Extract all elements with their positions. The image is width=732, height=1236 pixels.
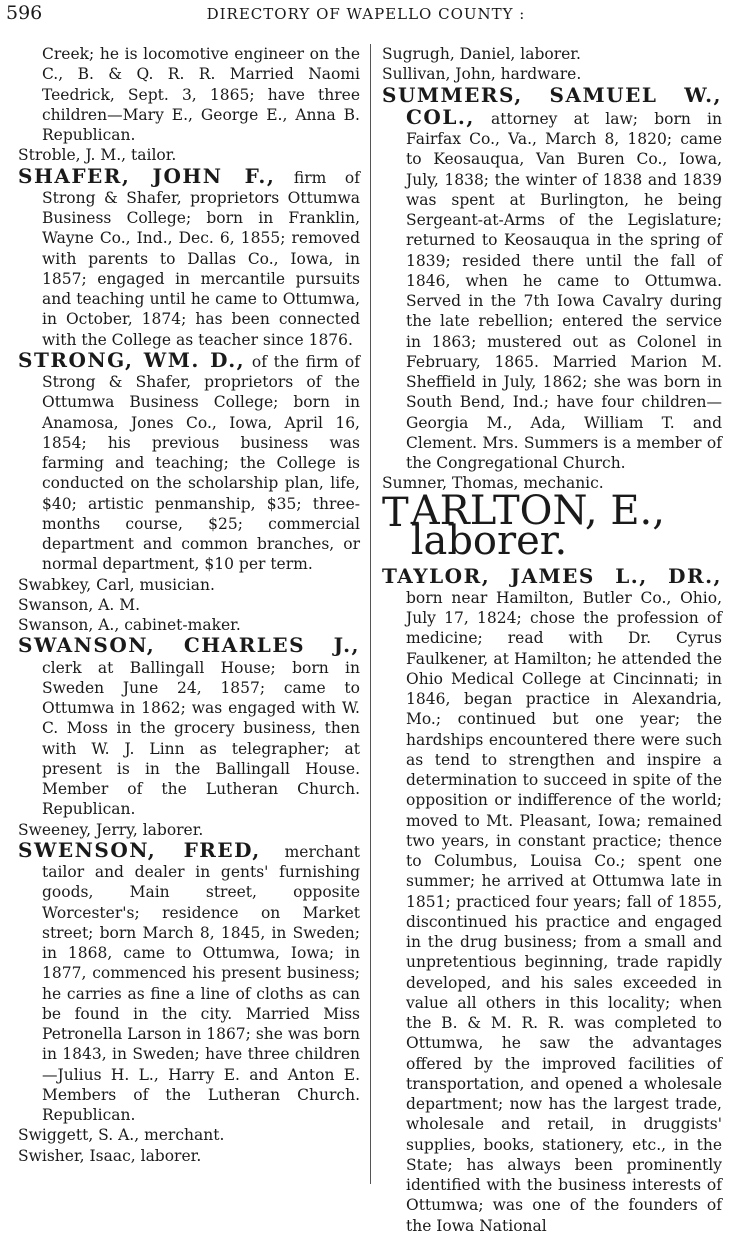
entry-name: SHAFER, JOHN F., — [18, 163, 276, 188]
entry-text: clerk at Ballingall House; born in Sweden June 24, 1857; came to Ottumwa in 1862; was engaged with W. C. Moss in the grocery business, then with W. J. Linn as telegrapher; at present is in the Ballingall House. Member of the Lutheran Church. Republican. — [42, 658, 360, 819]
directory-entry — [382, 64, 722, 84]
directory-entry — [382, 473, 722, 493]
entry-text: Swanson, A., cabinet-maker. — [18, 616, 241, 634]
directory-entry — [382, 487, 720, 564]
column-divider — [370, 44, 371, 1184]
directory-entry — [18, 820, 360, 840]
entry-text: Swiggett, S. A., merchant. — [18, 1126, 225, 1145]
directory-entry — [18, 595, 360, 615]
page-header — [6, 2, 726, 30]
running-title: DIRECTORY OF WAPELLO COUNTY : — [206, 5, 526, 23]
entry-text: Sullivan, John, hardware. — [382, 65, 582, 84]
biography-entry — [382, 82, 722, 474]
entry-text: attorney at law; born in Fairfax Co., Va., March 8, 1820; came to Keosauqua, Van Buren Co., Iowa, July, 1838; the winter of 1838 and 1839 was spent at Burlington, he being Sergeant-at-Arms of the Legislature; returned to Keosauqua in the spring of 1839; resided there until the fall of 1846, when he came to Ottumwa. Served in the 7th Iowa Cavalry during the late rebellion; entered the service in 1863; mustered out as Colonel in February, 1865. Married Marion M. Sheffield in July, 1862; she was born in South Bend, Ind.; have four children—Georgia M., Ada, William T. and Clement. Mrs. Summers is a member of the Congregational Church. — [406, 109, 722, 472]
entry-text: Swabkey, Carl, musician. — [18, 575, 215, 594]
entry-name: SWENSON, FRED, — [18, 837, 261, 862]
biography-entry — [18, 347, 360, 575]
right-column — [382, 44, 722, 1236]
left-column — [18, 44, 360, 1166]
entry-text: merchant tailor and dealer in gents' furnishing goods, Main street, opposite Worcester's; residence on Market street; born March 8, 1845, in Sweden; in 1868, came to Ottumwa, Iowa; in 1877, commenced his present business; he carries as fine a line of cloths as can be found in the city. Married Miss Petronella Larson in 1867; she was born in 1843, in Sweden; have three children—Julius H. L., Harry E. and Anton E. Members of the Lutheran Church. Republican. — [42, 842, 360, 1124]
biography-entry — [382, 563, 722, 1236]
entry-text: Sweeney, Jerry, laborer. — [18, 820, 204, 839]
entry-text: Swisher, Isaac, laborer. — [18, 1146, 202, 1165]
page-number: 596 — [6, 2, 43, 24]
directory-entry — [18, 615, 360, 635]
entry-text: born near Hamilton, Butler Co., Ohio, July 17, 1824; chose the profession of medicine; read with Dr. Cyrus Faulkener, at Hamilton; he attended the Ohio Medical College at Cincinnati; in 1846, began practice in Alexandria, Mo.; continued but one year; the hardships encountered there were such as tend to strengthen and inspire a determination to succeed in spite of the opposition or indifference of the world; moved to Mt. Pleasant, Iowa; remained two years, in constant practice; thence to Columbus, Louisa Co.; spent one summer; he arrived at Ottumwa late in 1851; practiced four years; fall of 1855, discontinued his practice and engaged in the drug business; from a small and unpretentious beginning, trade rapidly developed, and his sales exceeded in value all others in this locality; when the B. & M. R. R. was completed to Ottumwa, he saw the advantages offered by the improved facilities of transportation, and opened a wholesale department; now has the largest trade, wholesale and retail, in druggists' supplies, books, stationery, etc., in the State; has always been prominently identified with the business interests of Ottumwa; was one of the founders of the Iowa National — [406, 588, 722, 1235]
biography-entry — [18, 635, 360, 819]
directory-entry — [18, 1125, 360, 1145]
entry-text: Sugrugh, Daniel, laborer. — [382, 45, 581, 63]
directory-entry — [18, 1146, 360, 1166]
entry-text: Swanson, A. M. — [18, 595, 141, 614]
entry-text: Creek; he is locomotive engineer on the C., B. & Q. R. R. Married Naomi Teedrick, Sept. 3, 1865; have three children—Mary E., George E., Anna B. Republican. — [42, 45, 360, 144]
entry-name: SUMMERS, SAMUEL W., COL., — [382, 82, 722, 129]
entry-name: TAYLOR, JAMES L., DR., — [382, 563, 722, 588]
biography-entry — [18, 163, 360, 350]
entry-text: of the firm of Strong & Shafer, proprietors of the Ottumwa Business College; born in Anamosa, Jones Co., Iowa, April 16, 1854; his previous business was farming and teaching; the College is conducted on the scholarship plan, life, $40; artistic penmanship, $35; three-months course, $25; commercial department and common branches, or normal department, $10 per term. — [42, 352, 360, 574]
directory-entry — [382, 44, 722, 64]
entry-name: STRONG, WM. D., — [18, 347, 246, 372]
entry-text: Stroble, J. M., tailor. — [18, 146, 177, 165]
directory-entry — [18, 575, 360, 595]
entry-text: ARLTON, E., laborer. — [410, 487, 665, 564]
biography-entry — [18, 837, 360, 1126]
directory-entry — [18, 145, 360, 165]
directory-entry — [18, 44, 360, 145]
entry-text: Sumner, Thomas, mechanic. — [382, 474, 604, 493]
entry-text: firm of Strong & Shafer, proprietors Ottumwa Business College; born in Franklin, Wayne Co., Ind., Dec. 6, 1855; removed with parents to Dallas Co., Iowa, in 1857; engaged in mercantile pursuits and teaching until he came to Ottumwa, in October, 1874; has been connected with the College as teacher since 1876. — [42, 168, 360, 349]
entry-name: SWANSON, CHARLES J., — [18, 633, 360, 658]
drop-cap-letter: T — [382, 489, 409, 536]
